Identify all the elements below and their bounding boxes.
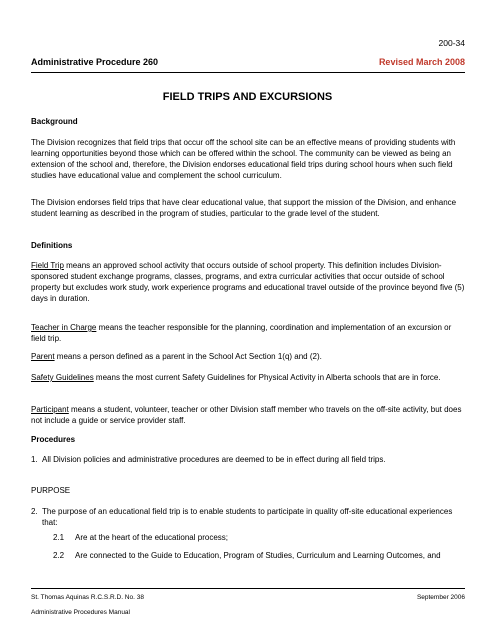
procedure-title: Administrative Procedure 260 — [31, 57, 159, 67]
header-rule — [31, 72, 465, 73]
footer-school: St. Thomas Aquinas R.C.S.R.D. No. 38 — [31, 594, 144, 601]
definition-text: means an approved school activity that occurs outside of school property. This definition includes Division-sponsored student exchange programs, classes, programs, and extra curricular activities that occur outside of school property but excludes work study, work experience programs and educational travel outside of the province beyond five (5) days in duration. — [31, 261, 465, 303]
definition-parent — [31, 351, 468, 362]
background-heading: Background — [31, 117, 78, 126]
definition-text: means the most current Safety Guidelines for Physical Activity in Alberta schools that are in force. — [93, 373, 441, 382]
definition-term: Safety Guidelines — [31, 373, 94, 382]
document-number: 200-34 — [438, 38, 465, 48]
procedure-item-1: All Division policies and administrative procedures are deemed to be in effect during all field trips. — [42, 455, 386, 464]
procedure-number: 2. — [31, 507, 38, 516]
definition-teacher-in-charge — [31, 322, 468, 344]
page-title: FIELD TRIPS AND EXCURSIONS — [162, 91, 333, 103]
procedure-number: 1. — [31, 455, 38, 464]
footer-date: September 2006 — [416, 594, 465, 601]
revision-date: Revised March 2008 — [378, 57, 465, 67]
procedures-heading: Procedures — [31, 435, 76, 444]
definition-participant — [31, 404, 468, 426]
footer-rule — [31, 588, 465, 589]
purpose-heading: PURPOSE — [31, 486, 71, 495]
procedure-item-2: The purpose of an educational field trip is to enable students to participate in quality off-site educational experiences that: — [42, 507, 453, 527]
sub-item-number: 2.1 — [53, 533, 65, 542]
definition-term: Parent — [31, 352, 55, 361]
definitions-heading: Definitions — [31, 241, 73, 250]
definition-field-trip — [31, 260, 468, 304]
definition-term: Field Trip — [31, 261, 64, 270]
footer-manual: Administrative Procedures Manual — [31, 609, 130, 616]
definition-text: means the teacher responsible for the planning, coordination and implementation of an excursion or field trip. — [31, 323, 452, 343]
definition-term: Participant — [31, 405, 69, 414]
background-paragraph-1: The Division recognizes that field trips that occur off the school site can be an effective means of providing students with learning opportunities beyond those which can be offered within the school. The community can be viewed as being an extension of the school and, therefore, the Division endorses educational field trips during school hours when such field studies have educational value and complement the school curriculum. — [31, 138, 456, 180]
background-paragraph-2: The Division endorses field trips that have clear educational value, that support the mission of the Division, and enhance student learning as described in the program of studies, particular to the grade level of the student. — [31, 198, 457, 218]
sub-item-number: 2.2 — [53, 551, 65, 560]
definition-safety-guidelines — [31, 372, 468, 383]
sub-item-2-1: Are at the heart of the educational process; — [75, 533, 228, 542]
definition-term: Teacher in Charge — [31, 323, 97, 332]
sub-item-2-2: Are connected to the Guide to Education, Program of Studies, Curriculum and Learning Outcomes, and — [75, 551, 441, 560]
definition-text: means a student, volunteer, teacher or other Division staff member who travels on the off-site activity, but does not include a guide or service provider staff. — [31, 405, 462, 425]
definition-text: means a person defined as a parent in the School Act Section 1(q) and (2). — [54, 352, 322, 361]
